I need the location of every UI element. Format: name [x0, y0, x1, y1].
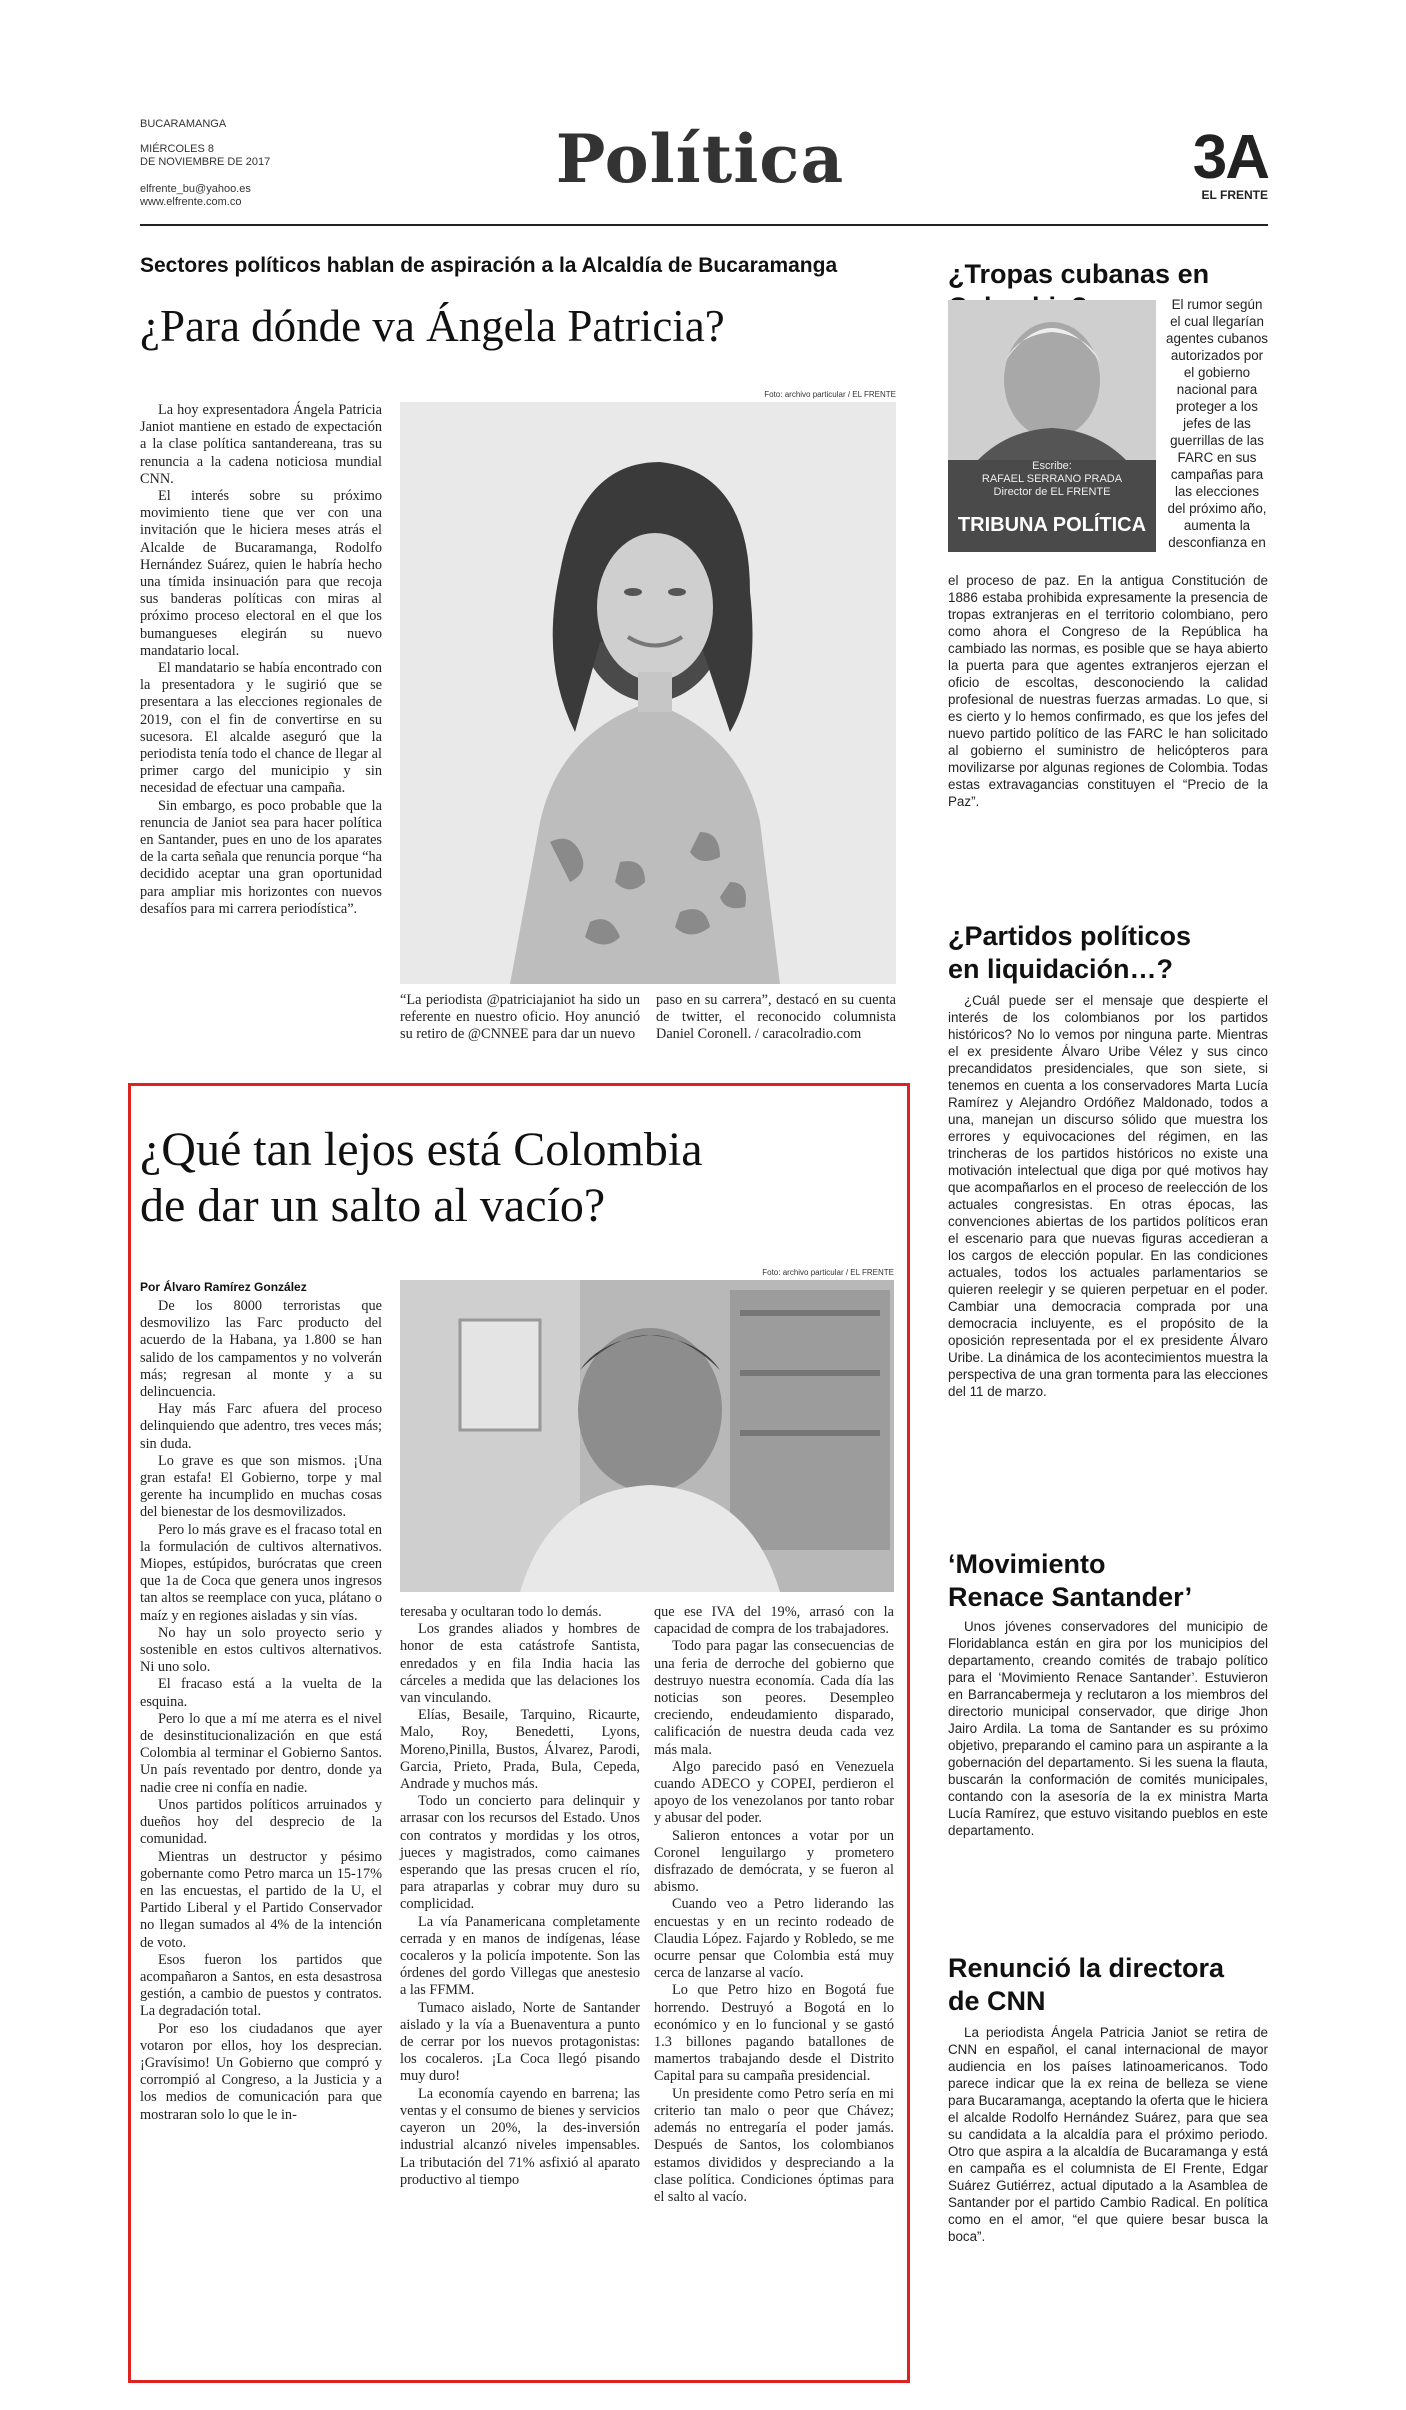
woman-portrait-image [400, 402, 896, 984]
feature-paragraph: Salieron entonces a votar por un Coronel lenguilargo y prometero disfrazado de demócrata, y se fueron al abismo. [654, 1827, 894, 1896]
website-link[interactable]: www.elfrente.com.co [140, 196, 242, 208]
lead-paragraph: Sin embargo, es poco probable que la renuncia de Janiot sea para hacer política en Santander, pues en uno de los aparates de la carta señala que renuncia porque “ha decidido aceptar una gran oportunidad para ampliar mis horizontes con nuevos desafíos para mi carrera periodística”. [140, 797, 382, 917]
cnn-headline-line: de CNN [948, 1986, 1046, 2016]
lead-paragraph: El interés sobre su próximo movimiento tiene que ver con una invitación que le hiciera meses atrás el Alcalde de Bucaramanga, Rodolfo Hernández Suárez, quien le habría hecho una tímida insinuación para que recoja sus banderas políticas con miras al próximo proceso electoral en el que los bumangueses elegirán su nuevo mandatario local. [140, 488, 382, 659]
writer-name: RAFAEL SERRANO PRADA [981, 473, 1123, 485]
partidos-text [948, 992, 1268, 1400]
feature-paragraph: Mientras un destructor y pésimo gobernante como Petro marca un 15-17% en las encuestas, el partido de la U, el Partido Liberal y el Partido Conservador no llegan sumados al 4% de la intención de voto. [140, 1848, 382, 1951]
lead-photo [400, 402, 896, 984]
feature-col-3 [654, 1604, 894, 2206]
renace-text [948, 1618, 1268, 1839]
tropas-text-below: el proceso de paz. En la antigua Constitución de 1886 estaba prohibida expresamente la presencia de tropas extranjeras en el territorio colombiano, pero como ahora el Congreso de la República ha cambiado las normas, es posible que se haya abierto la puerta para que agentes extranjeros ejerzan el oficio de escoltas, desconociendo la calidad profesional de nuestras fuerzas armadas. Lo que, si es cierto y lo hemos confirmado, es que los jefes del nuevo partido político de las FARC le han solicitado al gobierno el suministro de helicópteros para movilizarse por algunas regiones de Colombia. Todas estas extravagancias constituyen el “Precio de la Paz”. [948, 573, 1268, 809]
feature-paragraph: De los 8000 terroristas que desmovilizo las Farc producto del acuerdo de la Habana, ya 1.800 se han salido de los campamentos y no volverán más; regresan al monte y a su delincuencia. [140, 1298, 382, 1401]
feature-photo [400, 1280, 894, 1592]
email-link[interactable]: elfrente_bu@yahoo.es [140, 183, 251, 195]
feature-headline [140, 1122, 900, 1234]
lead-photo-credit: Foto: archivo particular / EL FRENTE [764, 390, 896, 399]
column-name: TRIBUNA POLÍTICA [957, 514, 1147, 536]
man-portrait-image [400, 1280, 894, 1592]
date-line-1: MIÉRCOLES 8 [140, 143, 214, 155]
feature-paragraph: Lo grave es que son mismos. ¡Una gran estafa! El Gobierno, torpe y mal gerente ha incumplido en muchas cosas del bienestar de los desmovilizados. [140, 1452, 382, 1521]
feature-paragraph: Lo que Petro hizo en Bogotá fue horrendo. Destruyó a Bogotá en lo económico y en lo funcional y se gastó 1.3 billones pagando batallones de mamertos trabajando desde el Distrito Capital para su campaña presidencial. [654, 1982, 894, 2085]
lead-headline: ¿Para dónde va Ángela Patricia? [140, 301, 725, 351]
renace-headline-line: ‘Movimiento [948, 1549, 1106, 1579]
partidos-headline-line: ¿Partidos políticos [948, 921, 1192, 951]
feature-paragraph: El fracaso está a la vuelta de la esquina. [140, 1676, 382, 1710]
feature-paragraph: que ese IVA del 19%, arrasó con la capacidad de compra de los trabajadores. [654, 1604, 894, 1638]
renace-headline [948, 1548, 1268, 1614]
feature-paragraph: Los grandes aliados y hombres de honor de esta catástrofe Santista, enredados y en fila India hacia las cárceles a medida que las delaciones los van vinculando. [400, 1621, 640, 1707]
feature-paragraph: Pero lo más grave es el fracaso total en la formulación de cultivos alternativos. Miopes, estúpidos, burócratas que creen que 1a de Coca que genera unos ingresos tan altos se reemplace con yuca, plátano o maíz y en regiones aisladas y sin vías. [140, 1521, 382, 1624]
masthead-rule [140, 224, 1268, 226]
partidos-headline [948, 920, 1268, 986]
writer-role: Director de EL FRENTE [993, 486, 1111, 498]
columnist-box [948, 300, 1156, 552]
feature-col-2 [400, 1604, 640, 2189]
cnn-headline [948, 1952, 1268, 2018]
feature-byline: Por Álvaro Ramírez González [140, 1280, 307, 1294]
feature-headline-line: ¿Qué tan lejos está Colombia [140, 1123, 703, 1176]
feature-paragraph: Por eso los ciudadanos que ayer votaron por ellos, hoy los desprecian. ¡Gravísimo! Un Gobierno que compró y corrompió al Congreso, a la Justicia y a los medios de comunicación para que mostraran solo lo que le in- [140, 2020, 382, 2123]
feature-paragraph: Hay más Farc afuera del proceso delinquiendo que adentro, tres veces más; sin duda. [140, 1401, 382, 1452]
partidos-headline-line: en liquidación…? [948, 954, 1174, 984]
feature-paragraph: La vía Panamericana completamente cerrada y en manos de indígenas, léase cocaleros y la policía impotente. Son las órdenes del gordo Villegas que anestesio a las FFMM. [400, 1913, 640, 1999]
date-line-2: DE NOVIEMBRE DE 2017 [140, 156, 271, 168]
feature-paragraph: Unos partidos políticos arruinados y dueños hoy del desprecio de la comunidad. [140, 1796, 382, 1848]
lead-paragraph: La hoy expresentadora Ángela Patricia Janiot mantiene en estado de expectación a la clase política santandereana, tras su renuncia a la cadena noticiosa mundial CNN. [140, 402, 382, 487]
tropas-headline: ¿Tropas cubanas en [948, 259, 1210, 289]
feature-headline-line: de dar un salto al vacío? [140, 1179, 606, 1232]
section-title: Política [555, 120, 845, 198]
masthead-meta [140, 118, 340, 209]
cnn-text [948, 2024, 1268, 2245]
brand-name: EL FRENTE [1201, 188, 1268, 202]
feature-photo-credit: Foto: archivo particular / EL FRENTE [762, 1268, 894, 1277]
page-number: 3A [1192, 123, 1268, 192]
feature-col-1 [140, 1298, 382, 2124]
feature-paragraph: Cuando veo a Petro liderando las encuestas y en un recinto rodeado de Claudia López. Fajardo y Robledo, se me ocurre pensar que Colombia está muy cerca de lanzarse al vacío. [654, 1896, 894, 1982]
city: BUCARAMANGA [140, 118, 227, 130]
feature-paragraph: Todo para pagar las consecuencias de una feria de derroche del gobierno que destruyo nuestra economía. Cada día las noticias son peores. Desempleo creciendo, endeudamiento disparado, calificación de nuestra deuda cada vez más mala. [654, 1638, 894, 1758]
feature-paragraph: teresaba y ocultaran todo lo demás. [400, 1604, 602, 1620]
feature-paragraph: Todo un concierto para delinquir y arrasar con los recursos del Estado. Unos con contratos y mordidas y los otros, jueces y magistrados, como caimanes esperando que las presas crucen el río, para atraparlas y cobrar muy duro su complicidad. [400, 1793, 640, 1913]
writer-label: Escribe: [1032, 460, 1072, 472]
feature-paragraph: Algo parecido pasó en Venezuela cuando ADECO y COPEI, perdieron el apoyo de los venezolanos por tanto robar y abusar del poder. [654, 1758, 894, 1827]
lead-caption-col2: paso en su carrera”, destacó en su cuenta de twitter, el reconocido columnista Daniel Coronell. / caracolradio.com [656, 992, 896, 1043]
feature-paragraph: La economía cayendo en barrena; las ventas y el consumo de bienes y servicios cayeron un 20%, la des-inversión industrial alcanzó niveles impensables. La tributación del 71% asfixió al aparato productivo al tiempo [400, 2085, 640, 2188]
feature-paragraph: Pero lo que a mí me aterra es el nivel de desinstitucionalización en que está Colombia al terminar el Gobierno Santos. Un país reventado por dentro, donde ya nadie cree ni confía en nadie. [140, 1710, 382, 1796]
feature-paragraph: Elías, Besaile, Tarquino, Ricaurte, Malo, Roy, Benedetti, Lyons, Moreno,Pinilla, Bustos, Álvarez, Parodi, Garcia, Prieto, Prada, Bula, Cepeda, Andrade y muchos más. [400, 1707, 640, 1793]
lead-kicker: Sectores políticos hablan de aspiración a la Alcaldía de Bucaramanga [140, 254, 838, 277]
renace-paragraph: Unos jóvenes conservadores del municipio de Floridablanca están en gira por los municipios del departamento, creando comités de trabajo político para el ‘Movimiento Renace Santander’. Estuvieron en Barrancabermeja y reclutaron a los miembros del directorio municipal conservador, que dirige Jhon Jairo Ardila. La toma de Santander es su próximo objetivo, preparando el camino para un aspirante a la gobernación del departamento. Si les suena la flauta, buscarán la conformación de comités municipales, contando con la asesoría de la ex ministra Marta Lucía Ramírez, que estuvo visitando pueblos en este departamento. [948, 1619, 1268, 1838]
columnist-photo [948, 300, 1156, 460]
feature-paragraph: Esos fueron los partidos que acompañaron a Santos, en esta desastrosa gestión, a cambio de puestos y contratos. La degradación total. [140, 1951, 382, 2020]
feature-paragraph: Un presidente como Petro sería en mi criterio tan malo o peor que Chávez; además no entregaría el poder jamás. Después de Santos, los colombianos estamos divididos y despreciando a la clase política. Condiciones óptimas para el salto al vacío. [654, 2085, 894, 2205]
tropas-text-beside: El rumor según el cual llegarían agentes cubanos autorizados por el gobierno nacional para proteger a los jefes de las guerrillas de las FARC en sus campañas para las elecciones del próximo año, aumenta la desconfianza en [1166, 297, 1268, 550]
cnn-paragraph: La periodista Ángela Patricia Janiot se retira de CNN en español, el canal internacional de mayor audiencia en los países latinoamericanos. Todo parece indicar que la ex reina de belleza se viene para Bucaramanga, aceptando la oferta que le hiciera el alcalde Rodolfo Hernández Suárez, para que sea su candidata a la alcaldía para el próximo periodo. Otro que aspira a la alcaldía de Bucaramanga y está en campaña es el columnista de El Frente, Edgar Suárez Gutiérrez, actual diputado a la Asamblea de Santander por el partido Cambio Radical. En política como en el amor, “el que quiere besar busca la boca”. [948, 2025, 1268, 2244]
cnn-headline-line: Renunció la directora [948, 1953, 1225, 1983]
lead-body [140, 402, 382, 918]
lead-caption-col1: “La periodista @patriciajaniot ha sido un referente en nuestro oficio. Hoy anunció su retiro de @CNNEE para dar un nuevo [400, 992, 640, 1043]
lead-paragraph: El mandatario se había encontrado con la presentadora y le sugirió que se presentara a las elecciones regionales de 2019, con el fin de convertirse en su sucesora. El alcalde aseguró que la periodista tenía todo el chance de llegar al primer cargo del municipio y sin necesidad de efectuar una campaña. [140, 660, 382, 797]
feature-paragraph: No hay un solo proyecto serio y sostenible en estos cultivos alternativos. Ni uno solo. [140, 1624, 382, 1676]
renace-headline-line: Renace Santander’ [948, 1582, 1193, 1612]
feature-paragraph: Tumaco aislado, Norte de Santander aislado y la vía a Buenaventura a punto de cerrar por los nuevos protagonistas: los cocaleros. ¡La Coca llegó pisando muy duro! [400, 1999, 640, 2085]
partidos-paragraph: ¿Cuál puede ser el mensaje que despierte el interés de los colombianos por los partidos históricos? No lo vemos por ninguna parte. Mientras el ex presidente Álvaro Uribe Vélez y sus cinco precandidatos presidenciales, que son siete, si tenemos en cuenta a los conservadores Marta Lucía Ramírez y Alejandro Ordóñez Maldonado, todos a una, manejan un discurso sólido que muestra los errores y equivocaciones del régimen, en las trincheras de los partidos históricos no existe una motivación intelectual que diga por qué motivos hay que acompañarlos en el proceso de reelección de los actuales congresistas. En otras épocas, las convenciones abiertas de los partidos políticos eran el escenario para que nuevas figuras accedieran a los cargos de elección popular. En las condiciones actuales, todos los actuales parlamentarios se quieren reelegir y se quieren perpetuar en el poder. Cambiar una democracia comprada por una democracia incluyente, es el propósito de la oposición representada por el ex presidente Álvaro Uribe. La dinámica de los acontecimientos muestra la perspectiva de una gran tormenta para las elecciones del 11 de marzo. [948, 993, 1268, 1399]
